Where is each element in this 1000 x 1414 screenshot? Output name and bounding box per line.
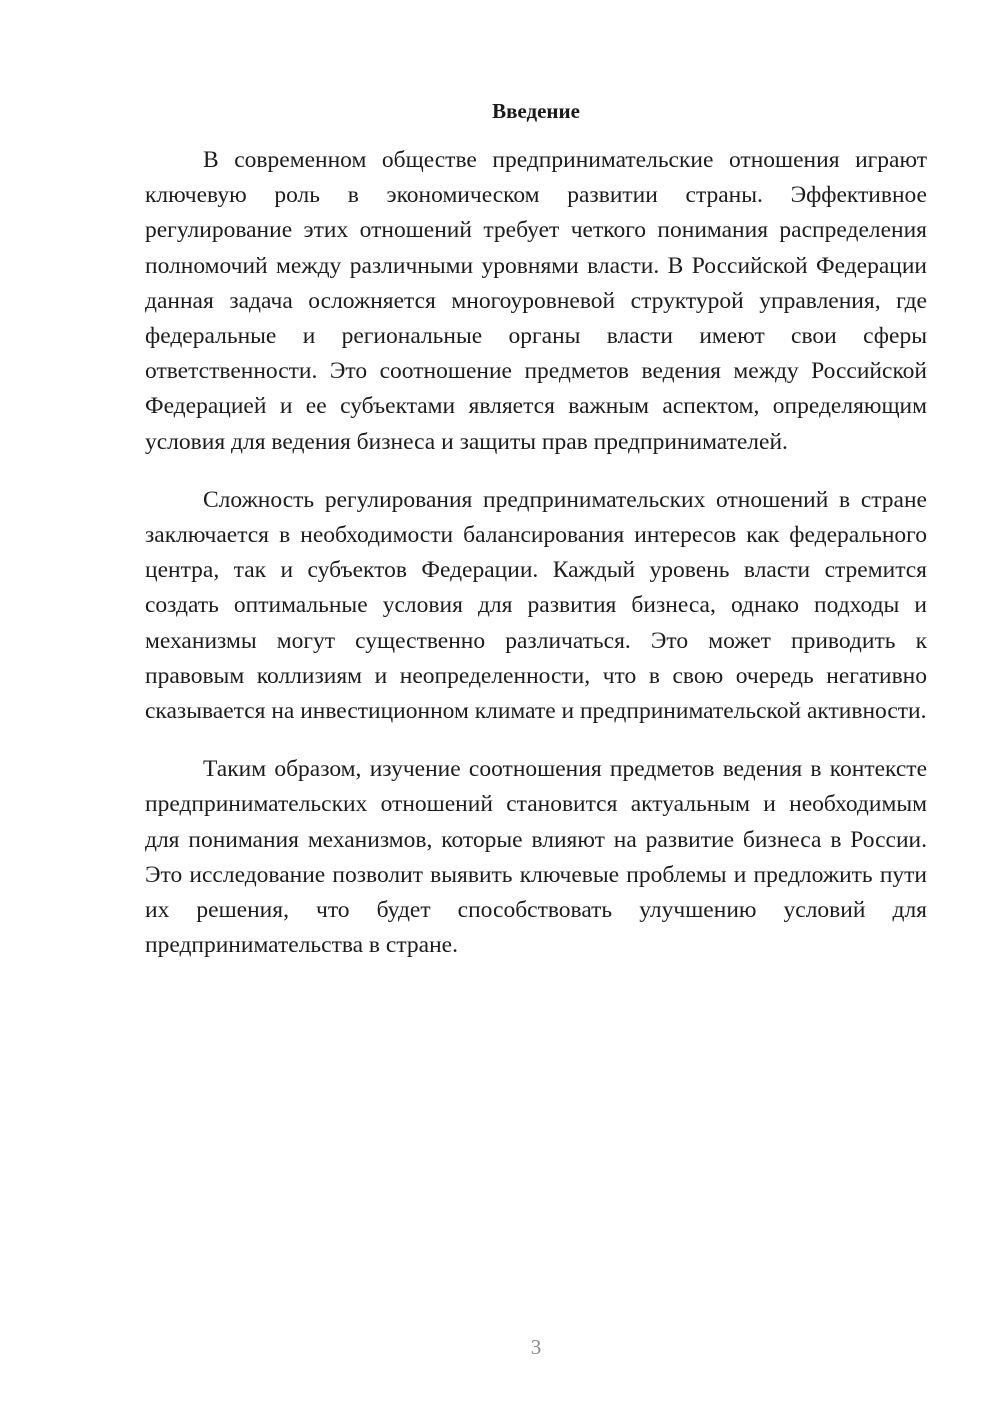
paragraph-2: Сложность регулирования предпринимательских отношений в стране заключается в необходимости балансирования интересов как федерального центра, так и субъектов Федерации. Каждый уровень власти стремится создать оптимальные условия для развития бизнеса, однако подходы и механизмы могут существенно различаться. Это может приводить к правовым коллизиям и неопределенности, что в свою очередь негативно сказывается на инвестиционном климате и предпринимательской активности. bbox=[145, 486, 927, 725]
body-text bbox=[145, 143, 927, 986]
paragraph-1: В современном обществе предпринимательские отношения играют ключевую роль в экономическом развитии страны. Эффективное регулирование этих отношений требует четкого понимания распределения полномочий между различными уровнями власти. В Российской Федерации данная задача осложняется многоуровневой структурой управления, где федеральные и региональные органы власти имеют свои сферы ответственности. Это соотношение предметов ведения между Российской Федерацией и ее субъектами является важным аспектом, определяющим условия для ведения бизнеса и защиты прав предпринимателей. bbox=[145, 147, 927, 455]
paragraph-3: Таким образом, изучение соотношения предметов ведения в контексте предпринимательских отношений становится актуальным и необходимым для понимания механизмов, которые влияют на развитие бизнеса в России. Это исследование позволит выявить ключевые проблемы и предложить пути их решения, что будет способствовать улучшению условий для предпринимательства в стране. bbox=[145, 756, 927, 959]
page-number: 3 bbox=[530, 1335, 542, 1359]
section-title: Введение bbox=[492, 99, 580, 123]
